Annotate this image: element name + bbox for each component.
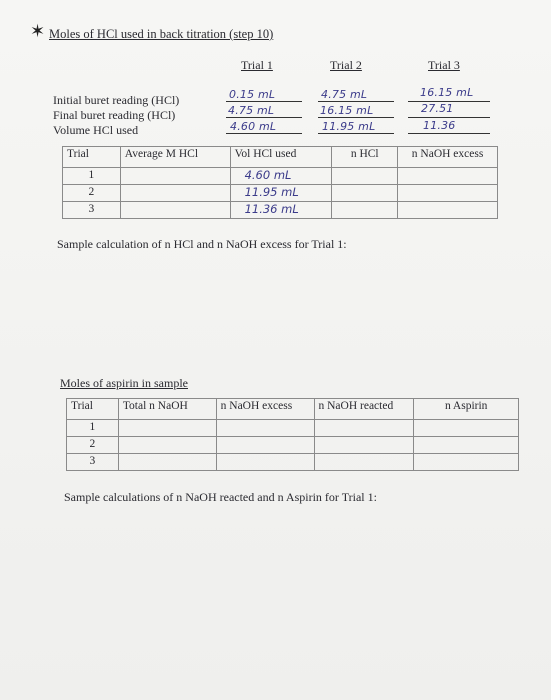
col-header-vol-hcl: Vol HCl used <box>230 147 332 168</box>
cell-avg-m-hcl[interactable] <box>120 168 230 185</box>
table-header-row <box>63 147 498 168</box>
col-header-total-n-naoh: Total n NaOH <box>118 399 216 420</box>
cell-total-n-naoh[interactable] <box>118 454 216 471</box>
col-header-trial: Trial <box>63 147 121 168</box>
cell-trial: 2 <box>67 437 119 454</box>
table-row <box>63 185 498 202</box>
cell-n-naoh-reacted[interactable] <box>314 437 414 454</box>
star-mark: ✶ <box>30 21 46 41</box>
table-header-row <box>67 399 519 420</box>
cell-vol-hcl[interactable]: 11.95 mL <box>230 185 332 202</box>
cell-n-aspirin[interactable] <box>414 454 519 471</box>
col-header-n-hcl: n HCl <box>332 147 398 168</box>
trial2-header: Trial 2 <box>330 58 362 72</box>
cell-total-n-naoh[interactable] <box>118 420 216 437</box>
table-row <box>67 437 519 454</box>
cell-n-naoh-excess[interactable] <box>216 437 314 454</box>
t3-final-value: 27.51 <box>421 102 454 115</box>
table-row <box>67 420 519 437</box>
label-final-buret: Final buret reading (HCl) <box>53 108 176 122</box>
cell-n-naoh-reacted[interactable] <box>314 454 414 471</box>
cell-n-naoh-excess[interactable] <box>398 168 498 185</box>
cell-n-naoh-reacted[interactable] <box>314 420 414 437</box>
cell-n-naoh-excess[interactable] <box>398 185 498 202</box>
underline <box>226 101 302 102</box>
section1-heading: Moles of HCl used in back titration (step 10) <box>49 27 274 41</box>
t2-final-value: 16.15 mL <box>320 104 374 117</box>
section2-heading: Moles of aspirin in sample <box>60 376 188 390</box>
trial3-header: Trial 3 <box>428 58 460 72</box>
cell-trial: 2 <box>63 185 121 202</box>
cell-n-hcl[interactable] <box>332 168 398 185</box>
aspirin-table <box>66 398 519 471</box>
underline <box>408 117 490 118</box>
cell-n-naoh-excess[interactable] <box>398 202 498 219</box>
cell-trial: 1 <box>67 420 119 437</box>
sample-calc-1: Sample calculation of n HCl and n NaOH excess for Trial 1: <box>57 237 347 251</box>
col-header-n-naoh-reacted: n NaOH reacted <box>314 399 414 420</box>
cell-vol-hcl[interactable]: 4.60 mL <box>230 168 332 185</box>
underline <box>318 117 394 118</box>
cell-n-aspirin[interactable] <box>414 437 519 454</box>
t2-volume-value: 11.95 mL <box>322 120 376 133</box>
trial1-header: Trial 1 <box>241 58 273 72</box>
col-header-n-naoh-excess: n NaOH excess <box>398 147 498 168</box>
underline <box>226 133 302 134</box>
cell-avg-m-hcl[interactable] <box>120 202 230 219</box>
t1-volume-value: 4.60 mL <box>230 120 277 133</box>
t3-volume-value: 11.36 <box>423 119 456 132</box>
cell-avg-m-hcl[interactable] <box>120 185 230 202</box>
cell-n-naoh-excess[interactable] <box>216 420 314 437</box>
col-header-trial: Trial <box>67 399 119 420</box>
cell-trial: 3 <box>63 202 121 219</box>
underline <box>408 101 490 102</box>
table-row <box>67 454 519 471</box>
label-volume-hcl: Volume HCl used <box>53 123 139 137</box>
sample-calc-2: Sample calculations of n NaOH reacted and n Aspirin for Trial 1: <box>64 490 377 504</box>
cell-total-n-naoh[interactable] <box>118 437 216 454</box>
cell-n-hcl[interactable] <box>332 202 398 219</box>
cell-n-aspirin[interactable] <box>414 420 519 437</box>
underline <box>226 117 302 118</box>
table-row <box>63 168 498 185</box>
label-initial-buret: Initial buret reading (HCl) <box>53 93 180 107</box>
cell-trial: 1 <box>63 168 121 185</box>
cell-trial: 3 <box>67 454 119 471</box>
col-header-avg-m-hcl: Average M HCl <box>120 147 230 168</box>
t1-final-value: 4.75 mL <box>228 104 275 117</box>
cell-n-naoh-excess[interactable] <box>216 454 314 471</box>
t3-initial-value: 16.15 mL <box>420 86 474 99</box>
underline <box>318 133 394 134</box>
underline <box>318 101 394 102</box>
cell-n-hcl[interactable] <box>332 185 398 202</box>
col-header-n-aspirin: n Aspirin <box>414 399 519 420</box>
t2-initial-value: 4.75 mL <box>321 88 368 101</box>
t1-initial-value: 0.15 mL <box>229 88 276 101</box>
underline <box>408 133 490 134</box>
col-header-n-naoh-excess: n NaOH excess <box>216 399 314 420</box>
cell-vol-hcl[interactable]: 11.36 mL <box>230 202 332 219</box>
hcl-table <box>62 146 498 219</box>
table-row <box>63 202 498 219</box>
